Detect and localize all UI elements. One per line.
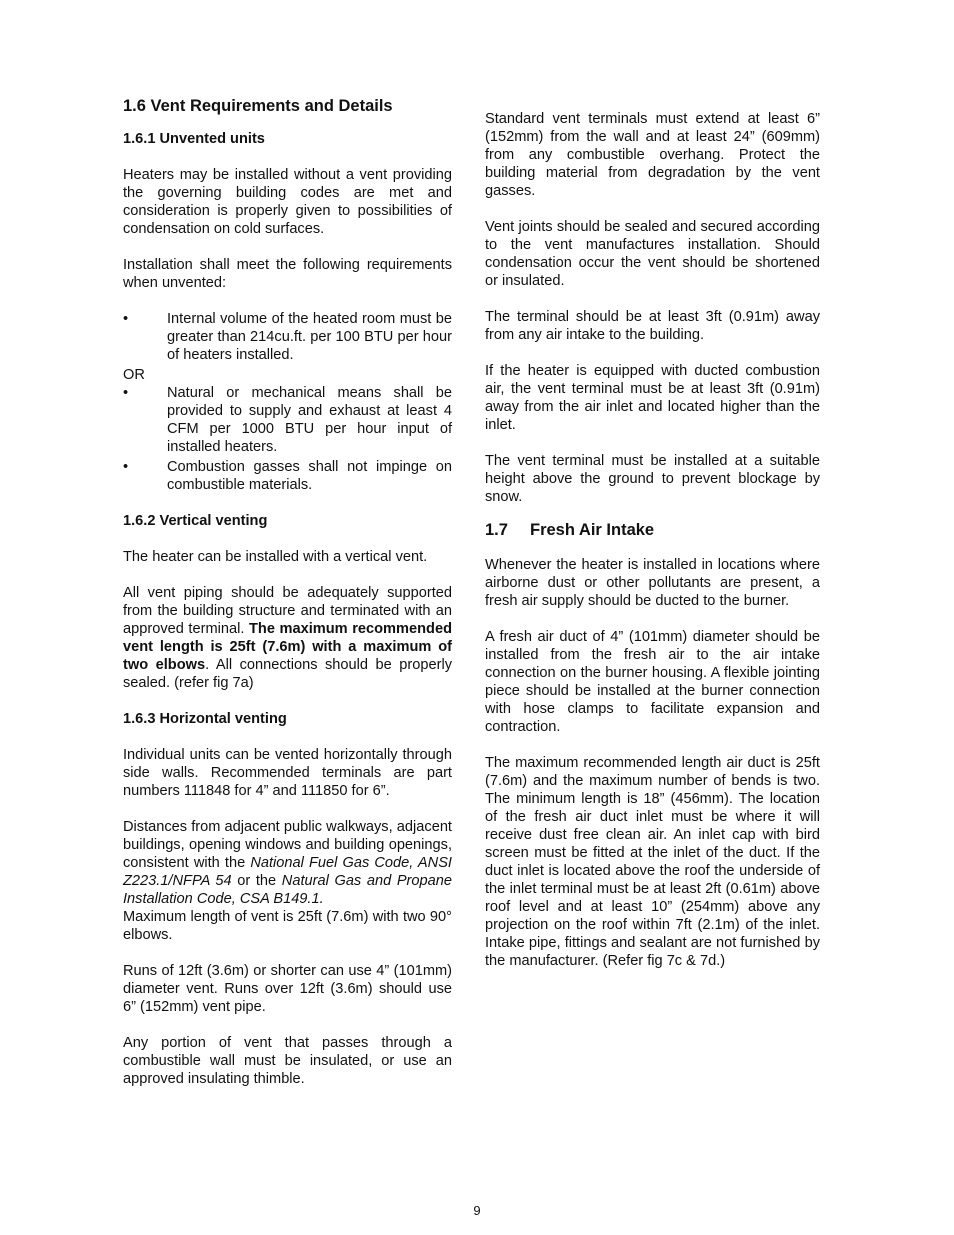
paragraph-fresh-air-intro: Whenever the heater is installed in locations where airborne dust or other pollutants are present, a fresh air supply should be ducted to the burner.	[485, 557, 820, 609]
text-span: . All connections should be properly sealed. (refer fig 7a)	[123, 657, 452, 691]
paragraph-vertical-details	[123, 584, 452, 692]
left-column	[123, 96, 452, 1088]
section-number: 1.7	[485, 521, 508, 539]
list-item	[123, 458, 452, 494]
paragraph-fresh-air-duct: A fresh air duct of 4” (101mm) diameter should be installed from the fresh air to the air intake connection on the burner housing. A flexible jointing piece should be installed at the burner connection with hose clamps to facilitate expansion and contraction.	[485, 629, 820, 735]
list-item	[123, 310, 452, 364]
paragraph-ducted-combustion: If the heater is equipped with ducted combustion air, the vent terminal must be at least 3ft (0.91m) away from the air inlet and located higher than the inlet.	[485, 363, 820, 433]
list-item-text: Internal volume of the heated room must be greater than 214cu.ft. per 100 BTU per hour of heaters installed.	[167, 311, 452, 363]
section-title-fresh-air-intake	[485, 520, 820, 540]
heading-horizontal-venting: 1.6.3 Horizontal venting	[123, 711, 287, 727]
paragraph-vent-terminals: Standard vent terminals must extend at least 6” (152mm) from the wall and at least 24” (609mm) from any combustible overhang. Protect the building material from degradation by the vent gasses.	[485, 111, 820, 199]
bold-max-length: The maximum recommended vent length is 25ft (7.6m) with a maximum of two elbows	[123, 621, 452, 673]
heading-vertical-venting: 1.6.2 Vertical venting	[123, 513, 268, 529]
paragraph-unvented-intro: Heaters may be installed without a vent providing the governing building codes are met and consideration is properly given to possibilities of condensation on cold surfaces.	[123, 167, 452, 237]
section-title-text: Fresh Air Intake	[530, 521, 655, 539]
bullet-icon: •	[123, 311, 129, 327]
paragraph-terminal-height: The vent terminal must be installed at a suitable height above the ground to prevent blockage by snow.	[485, 453, 820, 505]
paragraph-fresh-air-length: The maximum recommended length air duct is 25ft (7.6m) and the maximum number of bends is two. The minimum length is 18” (456mm). The location of the fresh air duct inlet must be where it will receive dust free clean air. An inlet cap with bird screen must be fitted at the inlet of the duct. If the duct inlet is located above the roof the underside of the inlet terminal must be at least 2ft (0.61m) above roof level and at least 10” (254mm) above any projection on the roof within 7ft (2.1m) of the inlet. Intake pipe, fittings and sealant are not furnished by the manufacturer. (Refer fig 7c & 7d.)	[485, 755, 820, 969]
paragraph-vertical-intro: The heater can be installed with a vertical vent.	[123, 549, 428, 565]
text-span: Distances from adjacent public walkways, adjacent buildings, opening windows and building openings, consistent with the	[123, 819, 452, 871]
italic-code-reference: Natural Gas and Propane Installation Code, CSA B149.1.	[123, 873, 453, 907]
paragraph-vent-joints: Vent joints should be sealed and secured according to the vent manufactures installation. Should condensation occur the vent should be shortened or insulated.	[485, 219, 820, 289]
heading-unvented-units: 1.6.1 Unvented units	[123, 131, 265, 147]
section-title-vent-requirements: 1.6 Vent Requirements and Details	[123, 97, 393, 115]
paragraph-horizontal-max-length: Maximum length of vent is 25ft (7.6m) with two 90° elbows.	[123, 909, 452, 943]
bullet-icon: •	[123, 459, 129, 475]
paragraph-horizontal-insulation: Any portion of vent that passes through a combustible wall must be insulated, or use an approved insulating thimble.	[123, 1035, 452, 1087]
paragraph-horizontal-intro: Individual units can be vented horizontally through side walls. Recommended terminals are part numbers 111848 for 4” and 111850 for 6”.	[123, 747, 452, 799]
list-item	[123, 384, 452, 456]
list-item-text: Natural or mechanical means shall be provided to supply and exhaust at least 4 CFM per 1000 BTU per hour input of installed heaters.	[167, 385, 452, 455]
paragraph-horizontal-runs: Runs of 12ft (3.6m) or shorter can use 4” (101mm) diameter vent. Runs over 12ft (3.6m) should use 6” (152mm) vent pipe.	[123, 963, 452, 1015]
unvented-requirements-list	[123, 310, 452, 364]
unvented-requirements-list-2	[123, 384, 452, 494]
text-span: or the	[231, 873, 282, 889]
page-number: 9	[473, 1203, 481, 1218]
italic-code-reference: National Fuel Gas Code, ANSI Z223.1/NFPA 54	[123, 855, 452, 889]
bullet-icon: •	[123, 385, 129, 401]
right-column	[485, 110, 820, 970]
list-item-text: Combustion gasses shall not impinge on combustible materials.	[167, 459, 452, 493]
paragraph-terminal-distance: The terminal should be at least 3ft (0.91m) away from any air intake to the building.	[485, 309, 820, 343]
or-label: OR	[123, 367, 145, 383]
paragraph-horizontal-distances	[123, 818, 452, 908]
text-span: All vent piping should be adequately supported from the building structure and terminated with an approved terminal.	[123, 585, 452, 637]
paragraph-unvented-requirements: Installation shall meet the following requirements when unvented:	[123, 257, 452, 291]
